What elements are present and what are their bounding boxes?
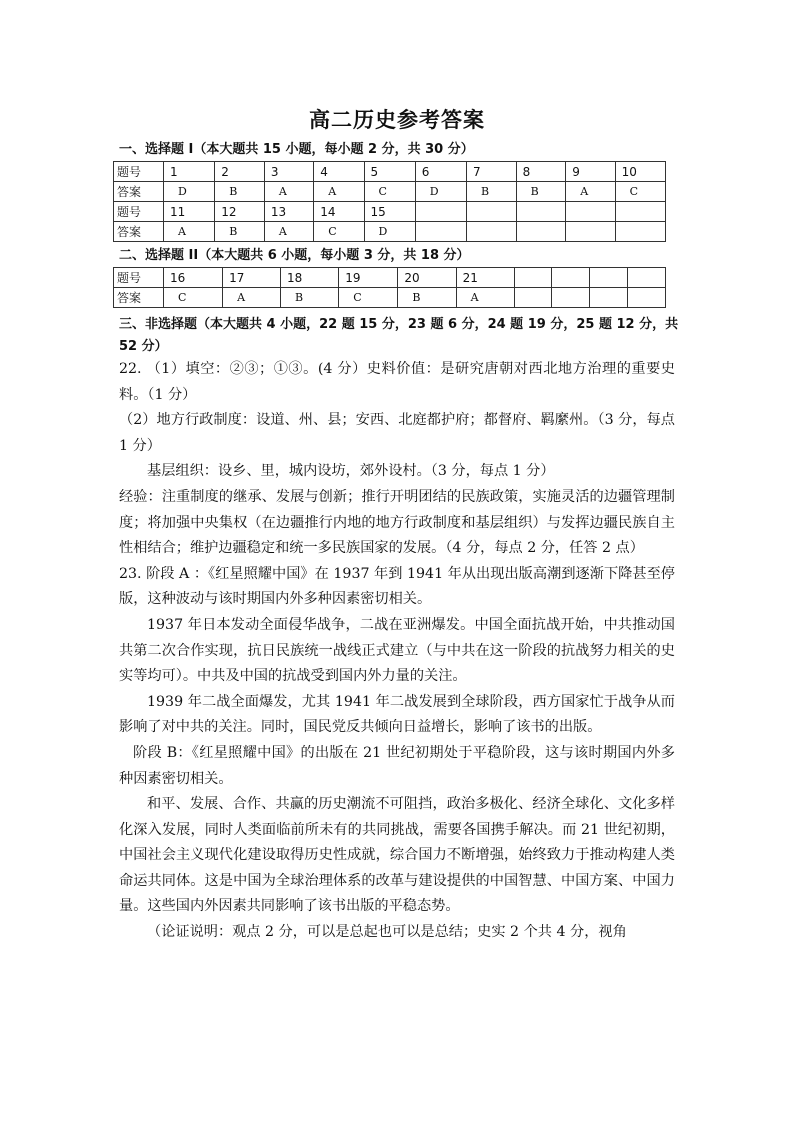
table-cell: B [516, 182, 566, 202]
paragraph: （2）地方行政制度：设道、州、县；安西、北庭都护府；都督府、羁縻州。（3 分，每点 1 分） [119, 412, 675, 454]
table-cell: A [566, 182, 615, 202]
table-cell: C [615, 182, 665, 202]
table-cell: A [223, 288, 281, 308]
paragraph: 22. （1）填空：②③；①③。(4 分）史料价值：是研究唐朝对西北地方治理的重要史料。（1 分） [119, 361, 675, 403]
table-row [114, 162, 666, 182]
table-cell [516, 222, 566, 242]
table-cell: 15 [364, 202, 415, 222]
table-cell: 3 [264, 162, 313, 182]
table-cell [466, 222, 516, 242]
table-row [114, 268, 666, 288]
table-cell: 11 [164, 202, 215, 222]
table-row [114, 222, 666, 242]
table-cell: 5 [364, 162, 415, 182]
table-cell [516, 202, 566, 222]
table-cell: A [264, 182, 313, 202]
section3-heading: 三、非选择题（本大题共 4 小题，22 题 15 分，23 题 6 分，24 题 19 分，25 题 12 分，共 52 分） [119, 317, 679, 354]
table-cell [590, 288, 628, 308]
table-cell: A [314, 182, 364, 202]
table-cell: 20 [398, 268, 456, 288]
table-cell: B [466, 182, 516, 202]
table-cell: 题号 [114, 268, 164, 288]
paragraph: 经验：注重制度的继承、发展与创新；推行开明团结的民族政策，实施灵活的边疆管理制度；将加强中央集权（在边疆推行内地的地方行政制度和基层组织）与发挥边疆民族自主性相结合；维护边疆稳定和统一多民族国家的发展。（4 分，每点 2 分，任答 2 点） [119, 488, 675, 557]
paragraph: 1937 年日本发动全面侵华战争，二战在亚洲爆发。中国全面抗战开始，中共推动国共第二次合作实现，抗日民族统一战线正式建立（与中共在这一阶段的抗战努力相关的史实等均可）。中共及中国的抗战受到国内外力量的关注。 [119, 616, 675, 685]
paragraph: 1939 年二战全面爆发，尤其 1941 年二战发展到全球阶段，西方国家忙于战争从而影响了对中共的关注。同时，国民党反共倾向日益增长，影响了该书的出版。 [119, 693, 675, 736]
table-cell: 21 [456, 268, 514, 288]
table-cell: 19 [339, 268, 398, 288]
paragraph: 和平、发展、合作、共赢的历史潮流不可阻挡，政治多极化、经济全球化、文化多样化深入发展，同时人类面临前所未有的共同挑战，需要各国携手解决。而 21 世纪初期，中国社会主义现代化建设取得历史性成就，综合国力不断增强，始终致力于推动构建人类命运共同体。这是中国为全球治理体系的改革与建设提供的中国智慧、中国方案、中国力量。这些国内外因素共同影响了该书出版的平稳态势。 [119, 796, 675, 915]
table-cell: 答案 [114, 288, 164, 308]
paragraph: 阶段 B：《红星照耀中国》的出版在 21 世纪初期处于平稳阶段，这与该时期国内外多种因素密切相关。 [119, 744, 675, 787]
table-cell [552, 288, 590, 308]
table-cell: 题号 [114, 202, 164, 222]
table-cell: 13 [264, 202, 313, 222]
table-cell [566, 222, 615, 242]
table-cell: C [164, 288, 223, 308]
table-cell: B [398, 288, 456, 308]
table-cell: A [264, 222, 313, 242]
table-cell: D [364, 222, 415, 242]
table-cell: 10 [615, 162, 665, 182]
table-cell: 4 [314, 162, 364, 182]
table-cell [514, 288, 552, 308]
page-title: 高二历史参考答案 [309, 108, 485, 132]
table-cell: A [456, 288, 514, 308]
paragraph: （论证说明：观点 2 分，可以是总起也可以是总结；史实 2 个共 4 分，视角 [147, 924, 627, 941]
table-cell: 17 [223, 268, 281, 288]
table-cell [566, 202, 615, 222]
table-cell: D [164, 182, 215, 202]
table-cell: B [281, 288, 339, 308]
answer-table-2 [113, 267, 666, 308]
answer-body [119, 357, 675, 946]
table-cell [590, 268, 628, 288]
section2-heading: 二、选择题 II（本大题共 6 小题，每小题 3 分，共 18 分） [119, 248, 470, 263]
table-cell: 答案 [114, 182, 164, 202]
paragraph: 基层组织：设乡、里，城内设坊，郊外设村。（3 分，每点 1 分） [147, 463, 555, 480]
table-cell [415, 202, 466, 222]
table-cell: C [339, 288, 398, 308]
table-cell: B [215, 222, 265, 242]
table-cell: D [415, 182, 466, 202]
table-cell [415, 222, 466, 242]
table-cell [628, 288, 666, 308]
table-cell: 7 [466, 162, 516, 182]
table-cell: C [364, 182, 415, 202]
table-cell: 9 [566, 162, 615, 182]
table-cell: 14 [314, 202, 364, 222]
table-cell: A [164, 222, 215, 242]
table-cell: 1 [164, 162, 215, 182]
table-cell [615, 202, 665, 222]
table-cell [628, 268, 666, 288]
paragraph: 23. 阶段 A ：《红星照耀中国》在 1937 年到 1941 年从出现出版高潮到逐渐下降甚至停版，这种波动与该时期国内外多种因素密切相关。 [119, 565, 675, 608]
table-cell: 12 [215, 202, 265, 222]
table-cell: 题号 [114, 162, 164, 182]
table-row [114, 202, 666, 222]
table-cell: 6 [415, 162, 466, 182]
table-row [114, 182, 666, 202]
table-cell [514, 268, 552, 288]
table-row [114, 288, 666, 308]
table-cell [615, 222, 665, 242]
table-cell: 8 [516, 162, 566, 182]
table-cell: B [215, 182, 265, 202]
table-cell [552, 268, 590, 288]
table-cell: C [314, 222, 364, 242]
answer-table-1 [113, 161, 666, 242]
table-cell: 答案 [114, 222, 164, 242]
table-cell: 18 [281, 268, 339, 288]
section1-heading: 一、选择题 I（本大题共 15 小题，每小题 2 分，共 30 分） [119, 142, 474, 157]
table-cell: 16 [164, 268, 223, 288]
table-cell: 2 [215, 162, 265, 182]
table-cell [466, 202, 516, 222]
